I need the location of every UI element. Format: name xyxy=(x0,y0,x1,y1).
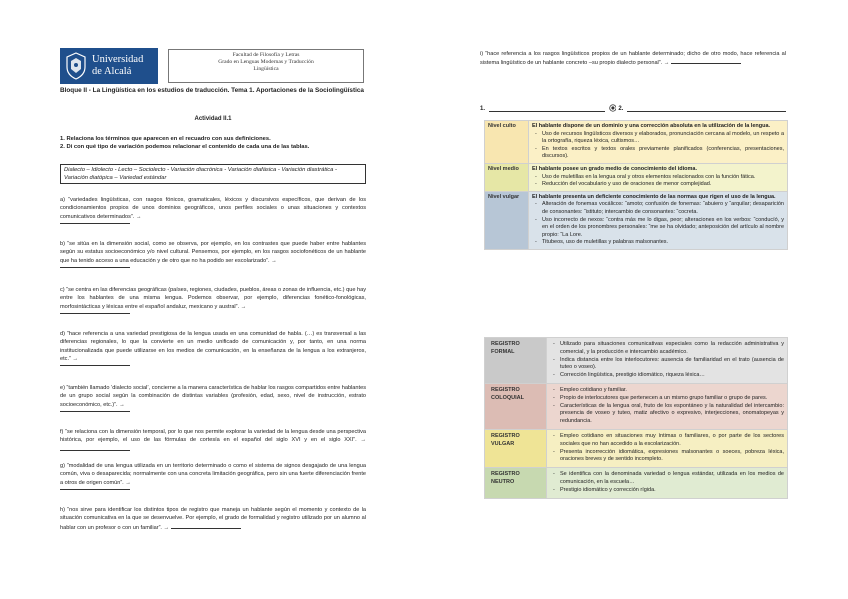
register-content xyxy=(547,429,788,467)
list-item: - Características de la lengua oral, fruto de los espontáneo y la naturalidad del intercambio: presencia de voseo y tuteo, matiz afectivo o expresivo, interjecciones, onomatopeyas y redundancia. xyxy=(550,403,784,426)
list-item: - Indica distancia entre los interlocutores: ausencia de familiaridad en el trato (ausencia de tuteo o voseo). xyxy=(550,357,784,373)
definition-text: d) “hace referencia a una variedad prestigiosa de la lengua usada en una comunidad de habla. (…) es transversal a las diferencias regionales, lo que la convierte en un medio unificado de comunicación y, por tanto, en una norma institucionalizada que puede utilizarse en los medios de comunicación, en la enseñanza de la lengua a los extranjeros, etc.” → xyxy=(60,331,366,362)
definition-d xyxy=(60,330,366,366)
register-label: REGISTRO FORMAL xyxy=(485,338,547,384)
radio-icon xyxy=(609,104,617,112)
table-row xyxy=(485,121,788,164)
definition-g xyxy=(60,462,366,490)
list-item: - Corrección lingüística, prestigio idiomático, riqueza léxica… xyxy=(550,372,784,380)
logo-text xyxy=(92,54,143,78)
level-head: El hablante dispone de un dominio y una corrección absoluta en la utilización de la lengua. xyxy=(532,123,771,129)
table-row xyxy=(485,383,788,429)
terms-box: Dialecto – Idiolecto - Lecto – Sociolecto - Variación diacrónica - Variación diafásica - Variación diastrática - Variación diatópica – Variedad estándar xyxy=(60,164,366,184)
list-item: - Presenta incorrección idiomática, expresiones malsonantes o soeces, pobreza léxica, oraciones breves y de sentido incompleto. xyxy=(550,449,784,465)
register-label: REGISTRO VULGAR xyxy=(485,429,547,467)
answer2-line[interactable] xyxy=(627,105,786,112)
table-row xyxy=(485,429,788,467)
table-row xyxy=(485,191,788,249)
list-item: - Uso de muletillas en la lengua oral y otros elementos relacionados con la función fática. xyxy=(532,174,784,182)
definition-h xyxy=(60,506,366,532)
level-table xyxy=(484,120,788,250)
list-item: - Alteración de fonemas vocálicos: “amoto; confusión de fonemas: “abuiero y “arquilar; desaparición de consonantes: “istituto; intercambio de consonantes: “cocreta. xyxy=(532,201,784,216)
definition-text: f) “se relaciona con la dimensión temporal, por lo que nos permite explorar la variedad de la lengua desde una perspectiva histórica, por ejemplo, el uso de las fórmulas de cortesía en el español del siglo XVI y en el siglo XXI”. → xyxy=(60,429,366,444)
definition-text: i) “hace referencia a los rasgos lingüísticos propios de un hablante determinado; dicho de otro modo, hace referencia al sistema lingüístico de un hablante concreto –su propio dialecto personal”. → xyxy=(480,51,786,67)
level-label: Nivel culto xyxy=(485,121,529,164)
definition-f xyxy=(60,428,366,454)
answer-line[interactable] xyxy=(60,487,130,490)
definition-e xyxy=(60,384,366,412)
definition-text: a) “variedades lingüísticas, con rasgos fónicos, gramaticales, léxicos y discursivos específicos, que derivan de los condicionamientos propios de unos dominios geográficos, unos perfiles sociales o unas situaciones y contextos comunicativos determinados”. → xyxy=(60,197,366,220)
list-item: - En textos escritos y textos orales previamente planificados (conferencias, presentaciones, discursos). xyxy=(532,146,784,161)
answer-line[interactable] xyxy=(60,445,130,451)
answer2-label: 2. xyxy=(618,106,624,112)
list-item: - Empleo cotidiano en situaciones muy íntimas o familiares, o por parte de los sectores sociales que no han accedido a la escolarización. xyxy=(550,433,784,449)
faculty-line1: Facultad de Filosofía y Letras xyxy=(232,52,300,58)
list-item: - Titubeos, uso de muletillas y palabras malsonantes. xyxy=(532,239,784,247)
list-item: - Uso incorrecto de nexos: “contra más me lo digas, peor; alteraciones en los verbos: “conducíó, y en el orden de los pronombres personales: “me se ha olvidado; anteposición del artículo al nombre propio: “La Lore. xyxy=(532,217,784,240)
university-crest-icon xyxy=(65,52,87,80)
definition-text: g) “modalidad de una lengua utilizada en un territorio determinado o como el sistema de signos desgajado de una lengua común, viva o desaparecida; normalmente con una concreta limitación geográfica, pero sin una fuerte diferenciación frente a otros de origen común”. → xyxy=(60,463,366,486)
answer-line[interactable] xyxy=(671,58,741,64)
definition-b xyxy=(60,240,366,268)
faculty-line2: Grado en Lenguas Modernas y Traducción xyxy=(218,59,314,65)
answer-line[interactable] xyxy=(60,265,130,268)
list-item: - Reducción del vocabulario y uso de oraciones de menor complejidad. xyxy=(532,181,784,189)
definition-text: b) “se sitúa en la dimensión social, como se observa, por ejemplo, en los contrastes que puede haber entre hablantes según su estatus socioeconómico y/o nivel cultural. Pensemos, por ejemplo, en los rasgos sociofonéticos de un hablante que ha tenido acceso a una educación y de otro que no ha podido ser escolarizado”. → xyxy=(60,241,366,264)
register-content xyxy=(547,338,788,384)
logo-line1: Universidad xyxy=(92,54,144,65)
register-content xyxy=(547,383,788,429)
activity-title: Actividad II.1 xyxy=(194,116,232,122)
table-row xyxy=(485,468,788,498)
list-item: - Empleo cotidiano y familiar. xyxy=(550,387,784,395)
instruction-2: 2. Di con qué tipo de variación podemos relacionar el contenido de cada una de las tablas. xyxy=(60,143,310,150)
answers-row xyxy=(480,104,786,112)
instructions xyxy=(60,136,366,151)
register-label: REGISTRO NEUTRO xyxy=(485,468,547,498)
definition-a xyxy=(60,196,366,224)
answer1-line[interactable] xyxy=(489,105,605,112)
answer-line[interactable] xyxy=(171,523,241,529)
answer-line[interactable] xyxy=(60,409,130,412)
list-item: - Prestigio idiomático y corrección rígida. xyxy=(550,487,784,495)
list-item: - Se identifica con la denominada variedad o lengua estándar, utilizada en los medios de comunicación, en la escuela… xyxy=(550,471,784,487)
logo-line2: de Alcalá xyxy=(92,66,132,77)
register-table xyxy=(484,337,788,499)
register-content xyxy=(547,468,788,498)
register-label: REGISTRO COLOQUIAL xyxy=(485,383,547,429)
list-item: - Uso de recursos lingüísticos diversos y elaborados, pronunciación cercana al modelo, un respeto a la ortografía, riqueza léxica, cultismos… xyxy=(532,131,784,146)
definition-text: e) “también llamado ‘dialecto social’, concierne a la manera característica de hablar los rasgos compartidos entre hablantes de un grupo social según la combinación de distintas variables (profesión, edad, sexo, nivel de instrucción, estrato socioeconómico, etc.)”. → xyxy=(60,385,366,408)
answer-line[interactable] xyxy=(60,221,130,224)
bloque-title: Bloque II - La Lingüística en los estudios de traducción. Tema 1. Aportaciones de la Sociolingüística xyxy=(60,87,364,94)
answer-line[interactable] xyxy=(60,311,130,314)
definition-text: c) “se centra en las diferencias geográficas (países, regiones, ciudades, pueblos, áreas o zonas de influencia, etc.) que hay entre los hablantes de una misma lengua. Podemos observar, por ejemplo, diferencias fonético-fonológicas, morfosintácticas y léxicas entre el español andaluz, mexicano y austral”. → xyxy=(60,287,366,310)
table-row xyxy=(485,163,788,191)
level-content xyxy=(529,121,788,164)
answer1-label: 1. xyxy=(480,106,486,112)
university-logo xyxy=(60,48,158,84)
definition-i xyxy=(480,50,786,68)
level-content xyxy=(529,191,788,249)
level-head: El hablante presenta un deficiente conocimiento de las normas que rigen el uso de la lengua. xyxy=(532,193,776,200)
level-label: Nivel medio xyxy=(485,163,529,191)
level-content xyxy=(529,163,788,191)
level-label: Nivel vulgar xyxy=(485,191,529,249)
answer-line[interactable] xyxy=(60,363,130,366)
faculty-box xyxy=(168,49,364,83)
list-item: - Utilizado para situaciones comunicativas especiales como la redacción administrativa y comercial, y la producción e intercambio académico. xyxy=(550,341,784,357)
level-head: El hablante posee un grado medio de conocimiento del idioma. xyxy=(532,165,698,172)
table-row xyxy=(485,338,788,384)
definition-c xyxy=(60,286,366,314)
definition-text: h) “nos sirve para identificar los distintos tipos de registro que maneja un hablante según el momento y contexto de la situación comunicativa en la que se desenvuelve. Por ejemplo, el grado de formalidad y registro utilizado por un alumno al hablar con un profesor o con un familiar”. → xyxy=(60,507,366,531)
instruction-1: 1. Relaciona los términos que aparecen en el recuadro con sus definiciones. xyxy=(60,136,271,142)
list-item: - Propio de interlocutores que pertenecen a un mismo grupo familiar o grupo de pares. xyxy=(550,395,784,403)
faculty-line3: Lingüística xyxy=(253,66,279,72)
